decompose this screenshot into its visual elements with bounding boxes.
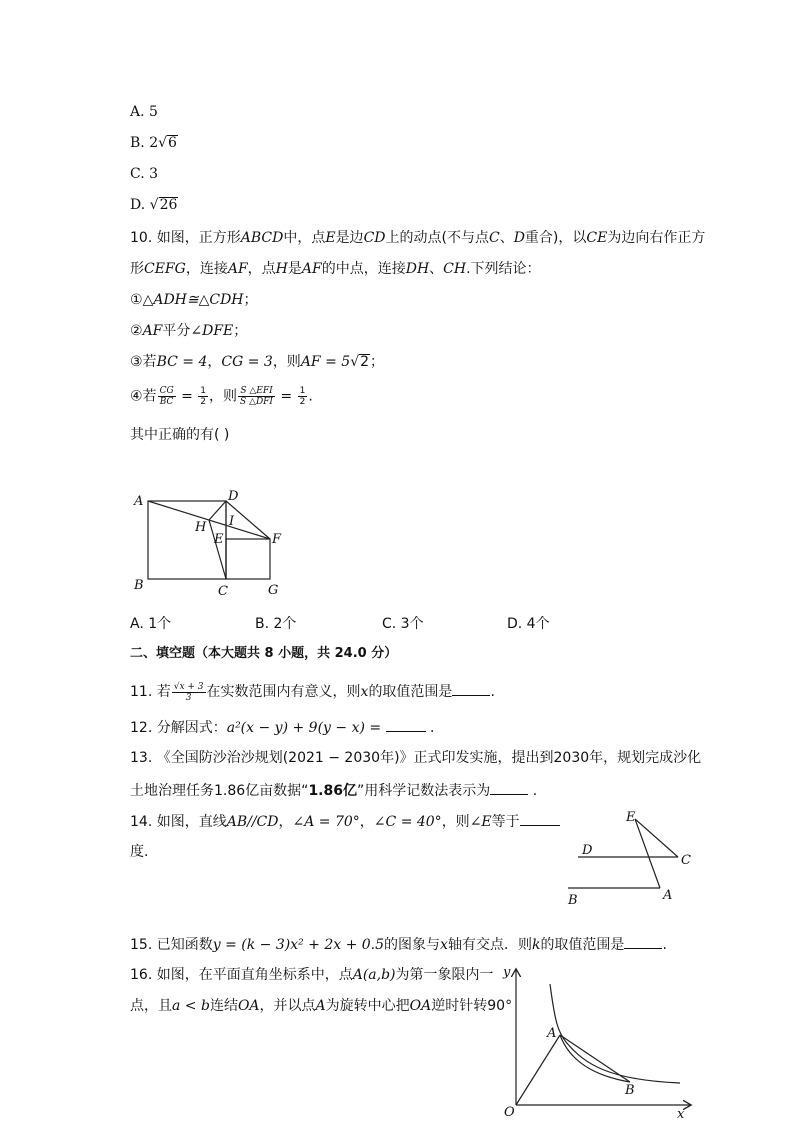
q12-line: 12. 分解因式：a²(x − y) + 9(y − x) = . xyxy=(130,717,434,737)
q16-line2: 点，且a < b连结OA，并以点A为旋转中心把OA逆时针转90° xyxy=(130,998,513,1014)
q10-line2: 形CEFG，连接AF，点H是AF的中点，连接DH、CH.下列结论： xyxy=(130,261,541,277)
q9-option-d: D. √26 xyxy=(130,197,178,213)
q14-answer-blank[interactable] xyxy=(520,811,560,826)
q16-label-A: A xyxy=(547,1026,557,1041)
q16-label-y: y xyxy=(503,965,511,980)
q10-label-E: E xyxy=(214,532,224,547)
q9-option-c: C. 3 xyxy=(130,166,159,182)
q10-label-H: H xyxy=(195,520,207,535)
q10-option-b: B. 2个 xyxy=(255,616,297,632)
q11-answer-blank[interactable] xyxy=(452,681,490,696)
q9-option-d-radicand: 26 xyxy=(159,197,178,213)
q9-option-d-prefix: D. xyxy=(130,197,150,213)
q16-label-B: B xyxy=(625,1083,635,1098)
q15-line: 15. 已知函数y = (k − 3)x² + 2x + 0.5的图象与x轴有交点．则k的取值范围是 . xyxy=(130,934,667,954)
q10-square-figure xyxy=(125,485,295,600)
q10-label-C: C xyxy=(218,584,228,599)
q13-answer-blank[interactable] xyxy=(490,780,528,795)
q14-label-B: B xyxy=(568,893,578,908)
q9-option-a: A. 5 xyxy=(130,104,158,120)
q10-statement-3: ③若BC = 4，CG = 3，则AF = 5√2； xyxy=(130,354,385,370)
q9-option-b-prefix: B. 2 xyxy=(130,135,159,151)
q10-label-F: F xyxy=(272,532,282,547)
q10-option-c: C. 3个 xyxy=(382,616,424,632)
q10-statement-4: ④若 $\frac{CG}{BC}$ = $\frac{1}{2}$ ，则 $\frac{\text{S △EFI}}{\text{S △DFI}}$ = $\frac{1}{2}$ . xyxy=(130,386,313,407)
q10-label-G: G xyxy=(268,583,279,598)
q14-line1: 14. 如图，直线AB//CD，∠A = 70°，∠C = 40°，则∠E等于 xyxy=(130,811,560,831)
q16-line1: 16. 如图，在平面直角坐标系中，点A(a,b)为第一象限内一 xyxy=(130,967,494,983)
q15-answer-blank[interactable] xyxy=(624,934,662,949)
q10-statement-2: ②AF平分∠DFE； xyxy=(130,323,248,339)
q14-parallel-lines-figure xyxy=(560,805,700,910)
q11-line: 11. 若 $\frac{√x + 3}{3}$ 在实数范围内有意义，则x的取值范围是 . xyxy=(130,681,495,703)
q12-answer-blank[interactable] xyxy=(386,717,426,732)
q16-label-O: O xyxy=(504,1105,515,1120)
q10-question: 其中正确的有( ) xyxy=(130,427,230,443)
section-heading-fill-blank: 二、填空题（本大题共 8 小题，共 24.0 分） xyxy=(130,646,398,661)
q16-coordinate-figure xyxy=(500,962,700,1120)
q10-label-B: B xyxy=(134,578,144,593)
q10-option-a: A. 1个 xyxy=(130,616,172,632)
q16-label-x: x xyxy=(677,1107,685,1120)
q14-label-D: D xyxy=(582,843,593,858)
q10-line1: 10. 如图，正方形ABCD中，点E是边CD上的动点(不与点C、D重合)，以CE为边向右作正方 xyxy=(130,230,706,246)
q10-label-I: I xyxy=(229,514,235,529)
q14-label-C: C xyxy=(681,853,691,868)
q13-line1: 13. 《全国防沙治沙规划(2021 − 2030年)》正式印发实施，提出到2030年，规划完成沙化 xyxy=(130,750,702,766)
q14-label-A: A xyxy=(663,888,673,903)
q10-label-D: D xyxy=(228,489,239,504)
q10-option-d: D. 4个 xyxy=(507,616,550,632)
q10-label-A: A xyxy=(134,494,144,509)
q10-statement-1: ①△ADH≅△CDH； xyxy=(130,292,258,308)
q9-option-b: B. 2√6 xyxy=(130,135,177,151)
q9-option-b-radicand: 6 xyxy=(168,135,177,151)
q14-label-E: E xyxy=(626,810,636,825)
q13-line2: 土地治理任务1.86亿亩数据“1.86亿”用科学记数法表示为 . xyxy=(130,780,537,800)
q14-line2: 度. xyxy=(130,844,149,860)
